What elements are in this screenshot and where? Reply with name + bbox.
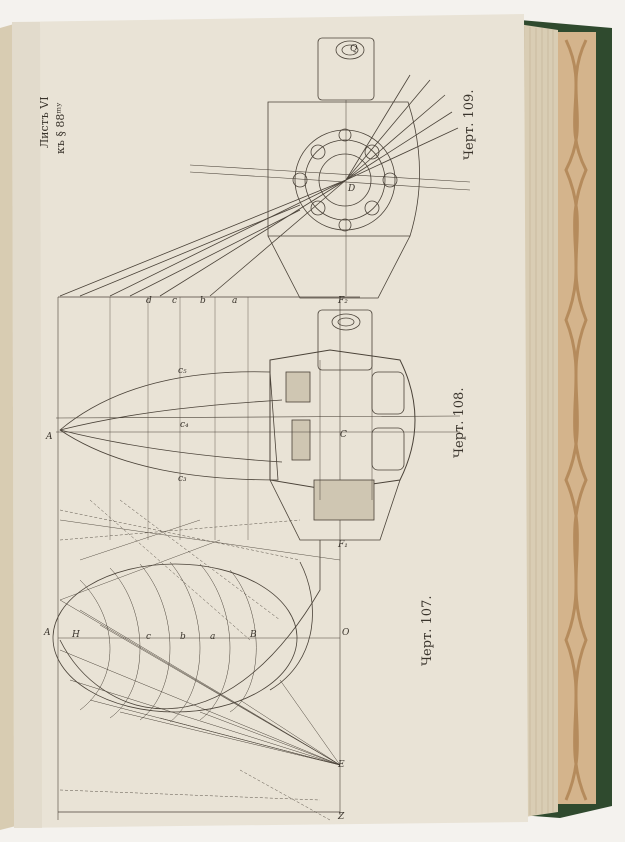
label-F1: F₁ (338, 540, 348, 550)
label-c4: c₄ (180, 420, 189, 430)
label-c-top: c (172, 296, 178, 306)
label-C: C (340, 430, 347, 440)
label-A: A (44, 628, 51, 638)
label-F2: F₂ (338, 296, 348, 306)
sheet-title: Листъ VI (38, 96, 51, 148)
label-B: B (250, 630, 257, 640)
label-E: E (338, 760, 345, 770)
label-A-top: A (46, 432, 53, 442)
label-c: c (146, 632, 152, 642)
label-D: D (348, 184, 356, 194)
label-b-top: b (200, 296, 206, 306)
label-H: H (72, 630, 80, 640)
figure-109-caption: Черт. 109. (462, 89, 477, 160)
label-a-top: a (232, 296, 238, 306)
figure-108-caption: Черт. 108. (452, 387, 467, 458)
label-c5: c₅ (178, 366, 187, 376)
label-d-top: d (146, 296, 152, 306)
figure-107-caption: Черт. 107. (420, 595, 435, 666)
sheet-reference: къ § 88ᵐʸ (54, 102, 67, 154)
label-Z: Z (338, 812, 345, 822)
label-b: b (180, 632, 186, 642)
label-a: a (210, 632, 216, 642)
label-c3: c₃ (178, 474, 187, 484)
label-O: O (342, 628, 350, 638)
label-Q: Q (350, 44, 358, 54)
